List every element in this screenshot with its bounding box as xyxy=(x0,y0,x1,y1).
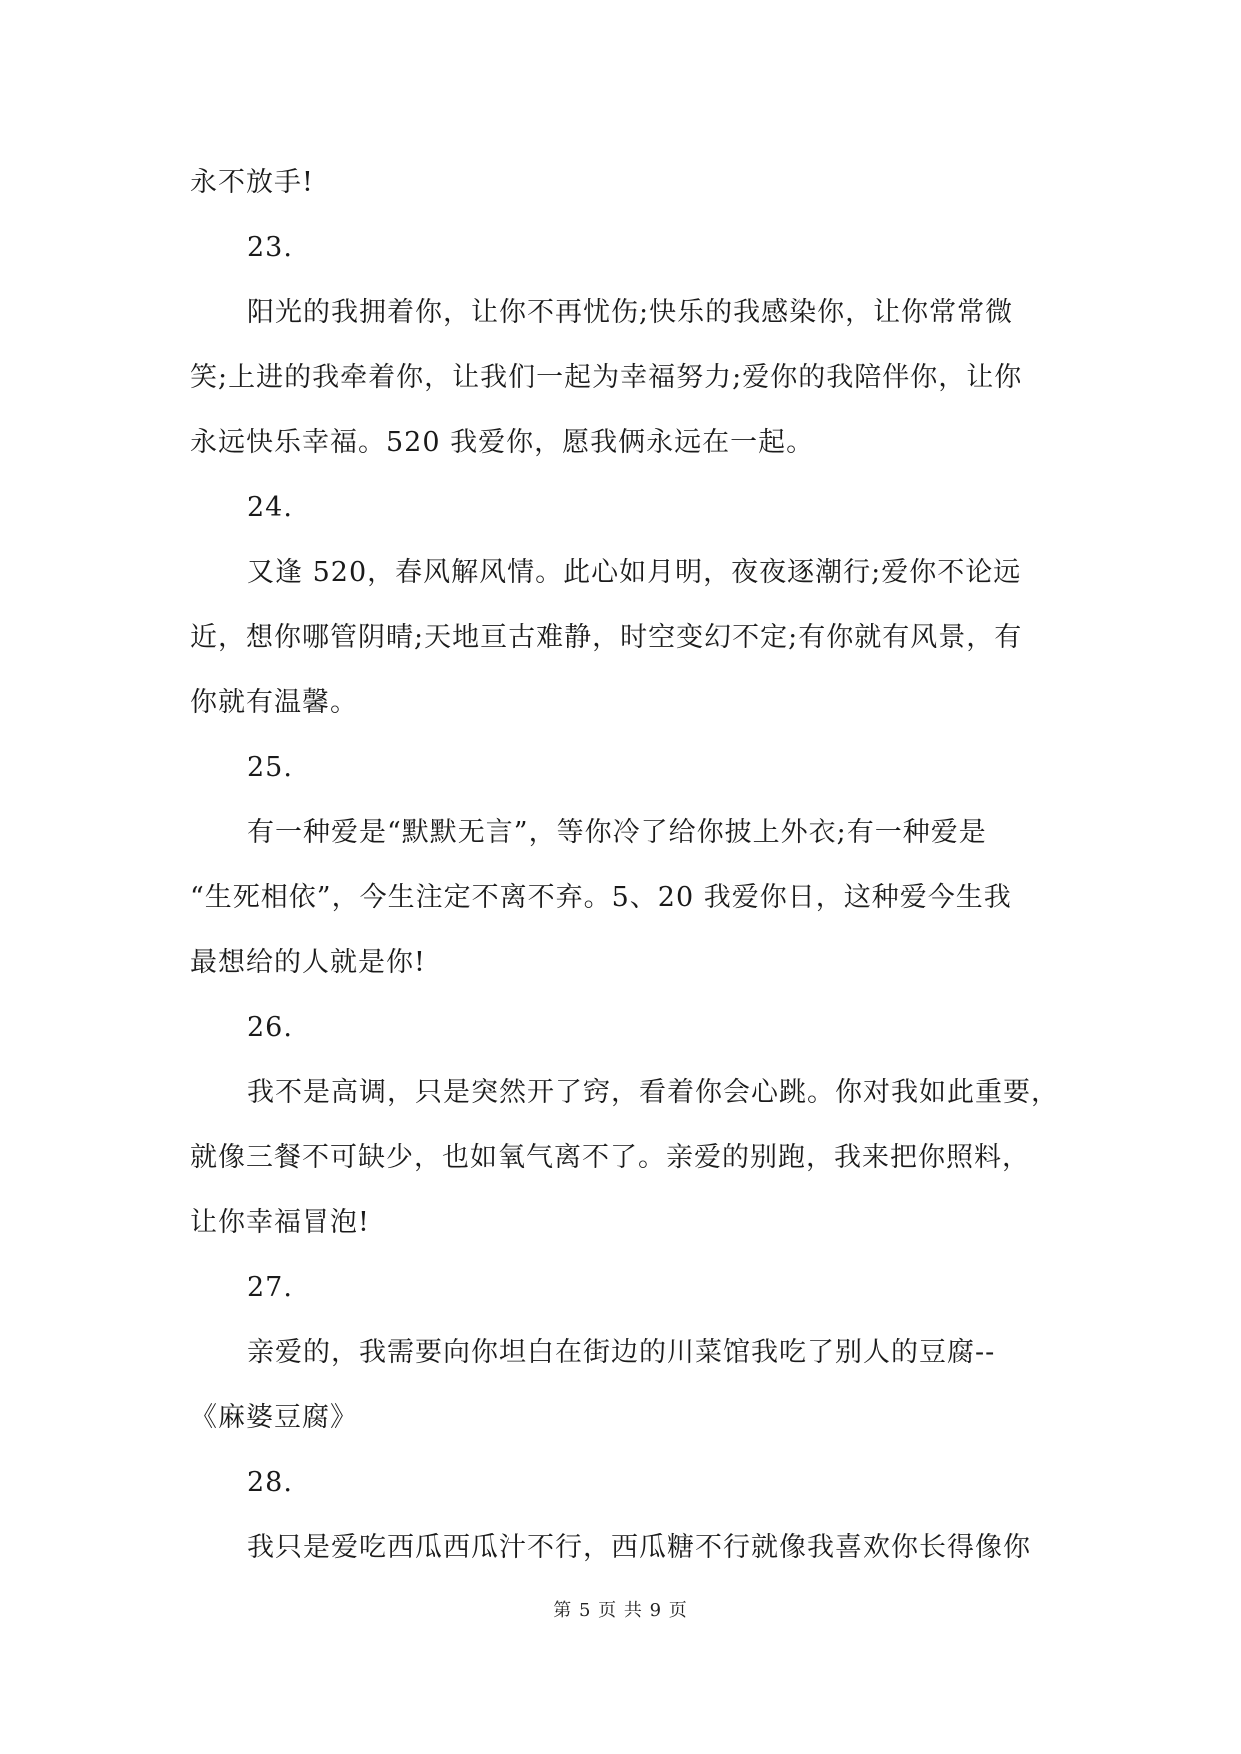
text-line: 最想给的人就是你! xyxy=(190,947,426,978)
text-line: 你就有温馨。 xyxy=(190,687,358,718)
text-line: 永不放手! xyxy=(190,167,314,198)
body-text xyxy=(190,150,1059,1580)
text-line: 《麻婆豆腐》 xyxy=(190,1402,358,1433)
text-line: 让你幸福冒泡! xyxy=(190,1207,370,1238)
text-line: 我只是爱吃西瓜西瓜汁不行，西瓜糖不行就像我喜欢你长得像你 xyxy=(247,1532,1031,1563)
text-line: 阳光的我拥着你，让你不再忧伤;快乐的我感染你，让你常常微 xyxy=(247,297,1014,328)
text-line: 亲爱的，我需要向你坦白在街边的川菜馆我吃了别人的豆腐-- xyxy=(247,1337,996,1368)
item-number: 23. xyxy=(247,232,293,263)
item-number: 28. xyxy=(247,1467,293,1498)
text-line: 近，想你哪管阴晴;天地亘古难静，时空变幻不定;有你就有风景，有 xyxy=(190,622,1023,653)
text-line: 有一种爱是“默默无言”，等你冷了给你披上外衣;有一种爱是 xyxy=(247,817,987,848)
text-line: 又逢 520，春风解风情。此心如月明，夜夜逐潮行;爱你不论远 xyxy=(247,557,1022,588)
item-number: 25. xyxy=(247,752,293,783)
text-line: 笑;上进的我牵着你，让我们一起为幸福努力;爱你的我陪伴你，让你 xyxy=(190,362,1023,393)
page-footer: 第 5 页 共 9 页 xyxy=(553,1600,688,1621)
item-number: 24. xyxy=(247,492,293,523)
text-line: “生死相依”，今生注定不离不弃。5、20 我爱你日，这种爱今生我 xyxy=(190,882,1012,913)
text-line: 永远快乐幸福。520 我爱你，愿我俩永远在一起。 xyxy=(190,427,815,458)
text-line: 就像三餐不可缺少，也如氧气离不了。亲爱的别跑，我来把你照料， xyxy=(190,1142,1030,1173)
item-number: 27. xyxy=(247,1272,293,1303)
text-line: 我不是高调，只是突然开了窍，看着你会心跳。你对我如此重要， xyxy=(247,1077,1059,1108)
item-number: 26. xyxy=(247,1012,293,1043)
